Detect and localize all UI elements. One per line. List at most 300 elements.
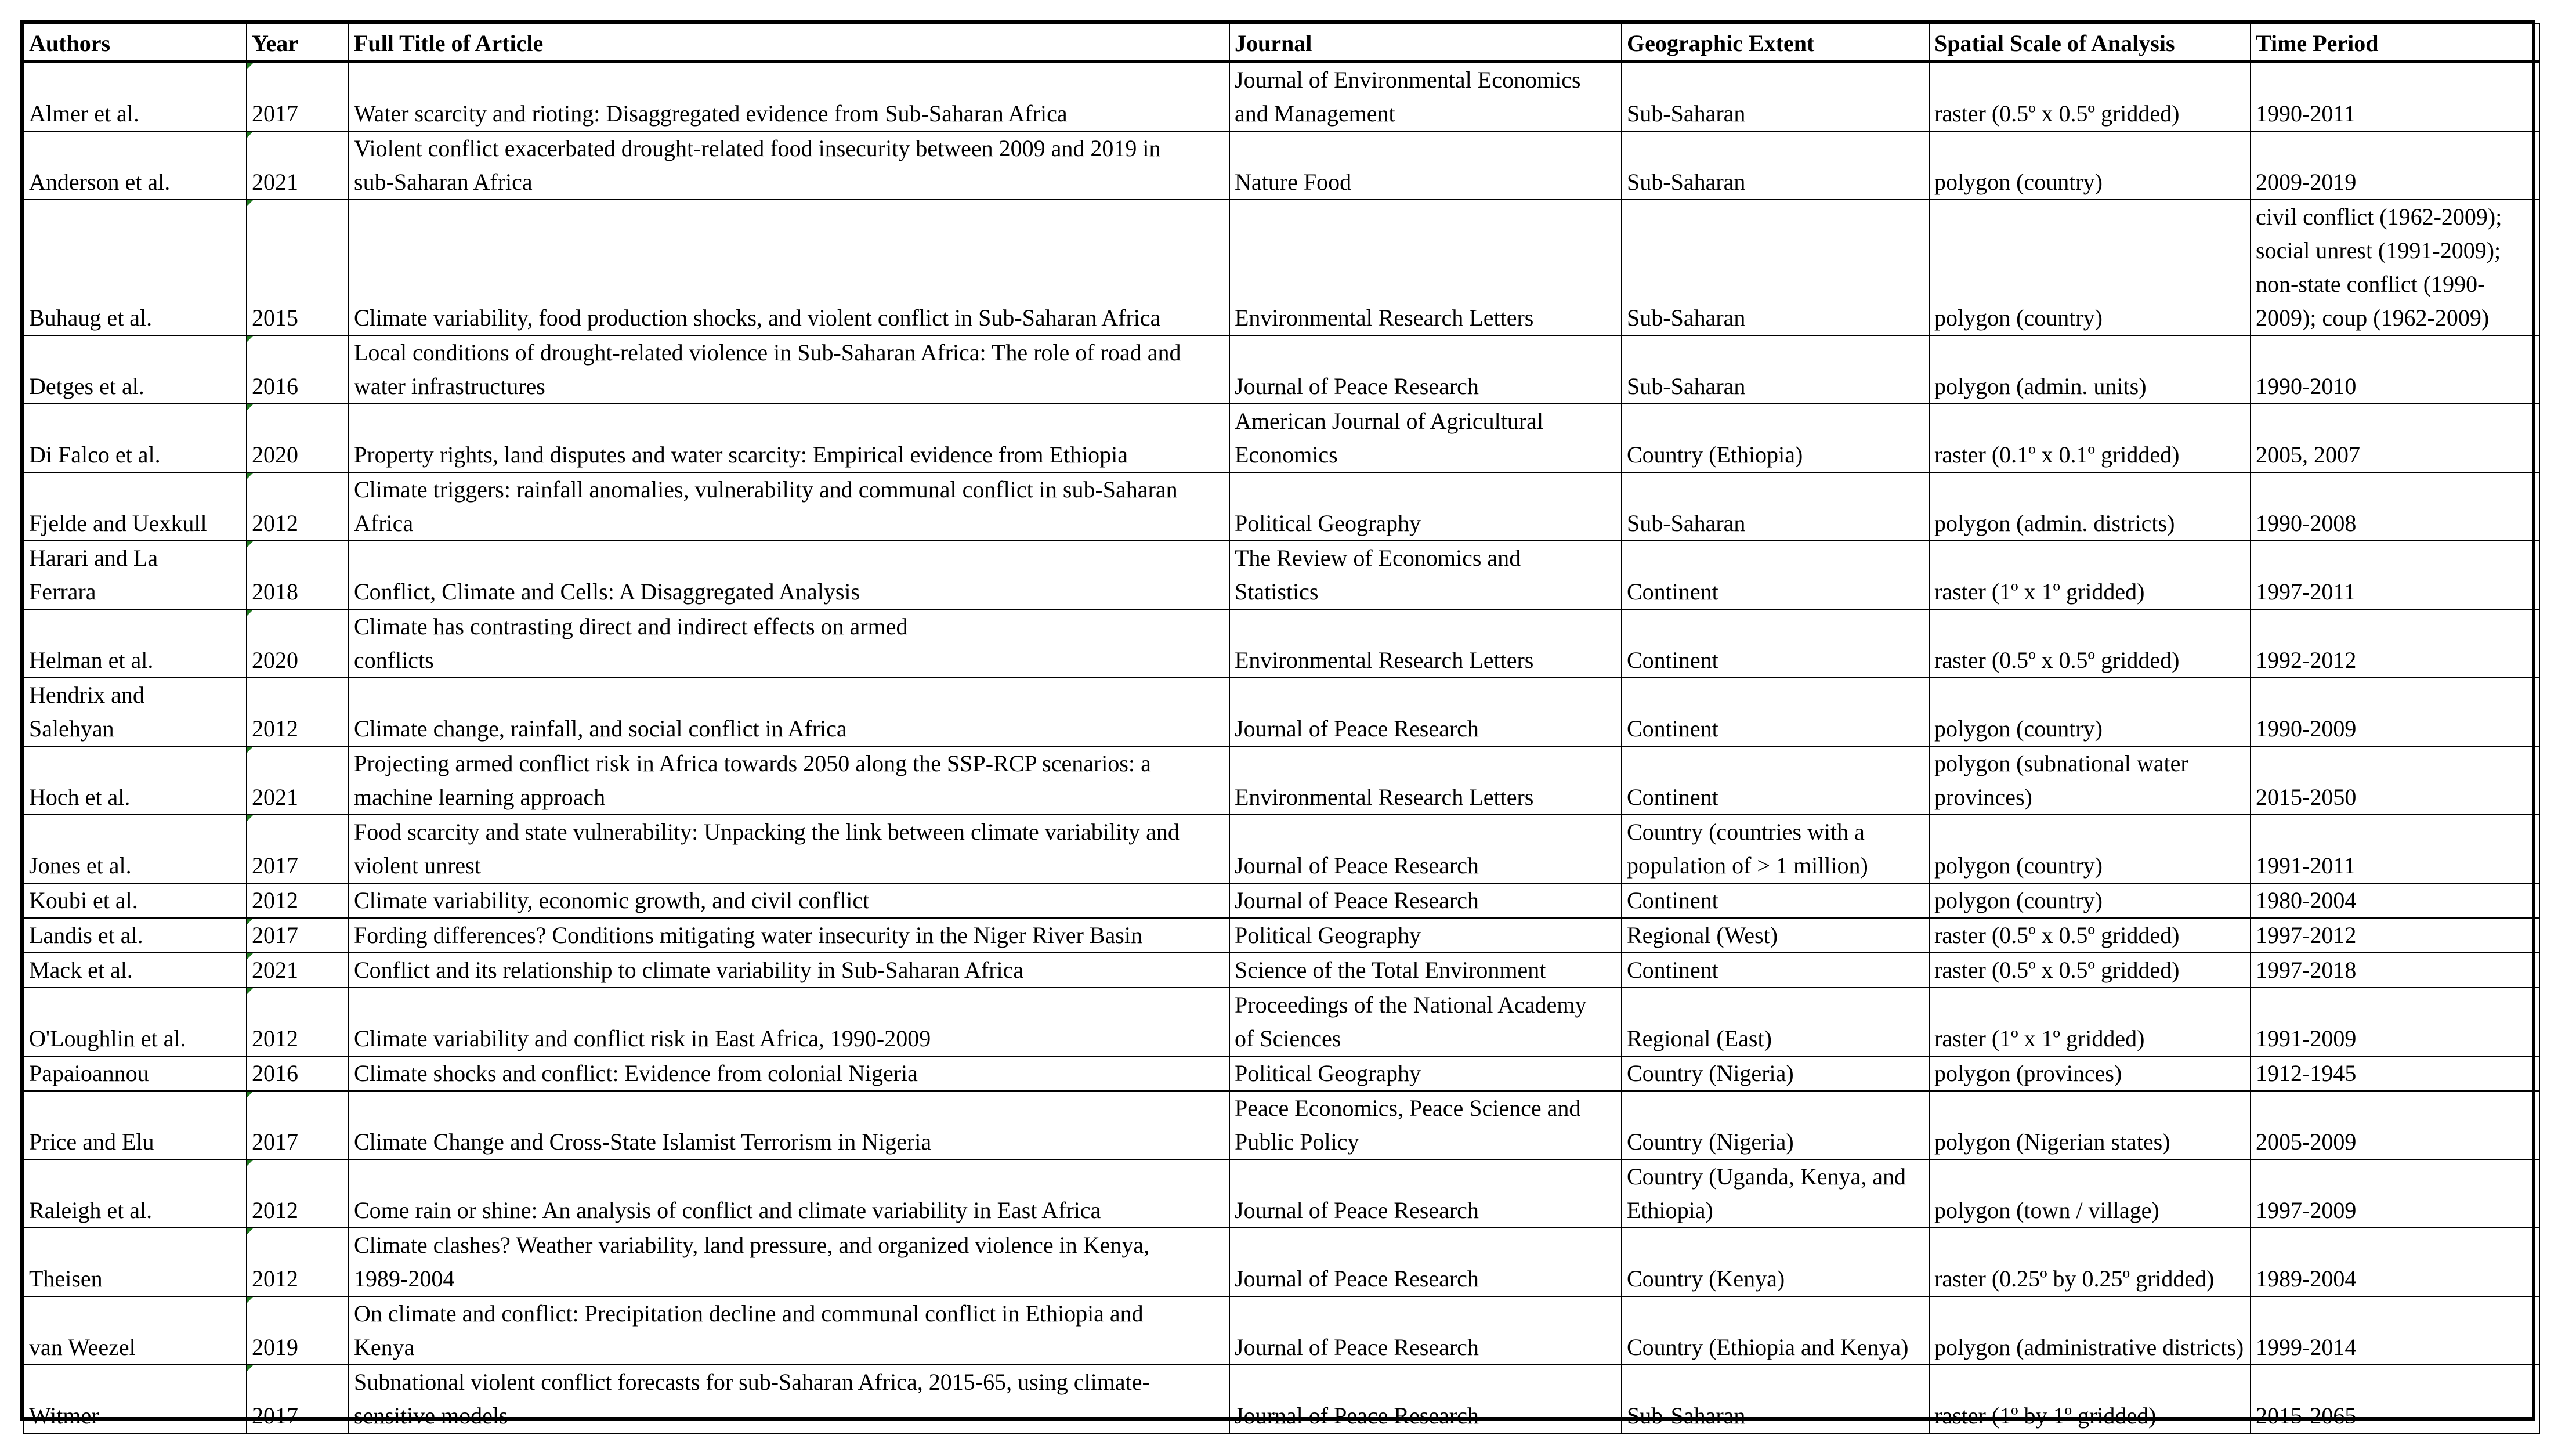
header-title[interactable]: Full Title of Article xyxy=(349,24,1229,62)
cell-title[interactable] xyxy=(349,678,1229,746)
cell-authors[interactable] xyxy=(24,1091,247,1159)
cell-journal[interactable] xyxy=(1229,1056,1622,1091)
cell-year[interactable] xyxy=(247,815,349,883)
cell-spatial-scale[interactable] xyxy=(1929,1091,2251,1159)
cell-time-period-text: 1990-2009 xyxy=(2256,715,2357,742)
cell-journal-text: Journal of Peace Research xyxy=(1235,373,1479,399)
cell-time-period[interactable] xyxy=(2251,62,2539,132)
cell-title-text: Climate shocks and conflict: Evidence from colonial Nigeria xyxy=(354,1060,918,1086)
cell-title-text: Subnational violent conflict forecasts for sub-Saharan Africa, 2015-65, using climate- sensitive models xyxy=(354,1369,1150,1429)
cell-title-text: Food scarcity and state vulnerability: Unpacking the link between climate variability and violent unrest xyxy=(354,819,1180,879)
cell-authors[interactable] xyxy=(24,609,247,678)
cell-geographic-extent-text: Country (Uganda, Kenya, and Ethiopia) xyxy=(1627,1163,1906,1223)
cell-journal-text: Journal of Peace Research xyxy=(1235,1197,1479,1223)
cell-spatial-scale[interactable] xyxy=(1929,678,2251,746)
cell-time-period-text: 2005-2009 xyxy=(2256,1129,2357,1155)
table-row xyxy=(24,609,2539,678)
cell-journal-text: Nature Food xyxy=(1235,169,1352,195)
cell-spatial-scale[interactable] xyxy=(1929,953,2251,988)
cell-year[interactable] xyxy=(247,1056,349,1091)
cell-title-text: Climate clashes? Weather variability, land pressure, and organized violence in Kenya, 1989-2004 xyxy=(354,1232,1150,1292)
cell-geographic-extent-text: Continent xyxy=(1627,715,1718,742)
cell-geographic-extent[interactable] xyxy=(1622,678,1929,746)
cell-year[interactable] xyxy=(247,1365,349,1433)
cell-spatial-scale-text: polygon (country) xyxy=(1934,715,2103,742)
cell-journal[interactable] xyxy=(1229,1296,1622,1365)
cell-time-period-text: 1991-2011 xyxy=(2256,852,2356,879)
cell-geographic-extent[interactable] xyxy=(1622,988,1929,1056)
cell-authors[interactable] xyxy=(24,1365,247,1433)
cell-title[interactable] xyxy=(349,472,1229,541)
cell-authors[interactable] xyxy=(24,678,247,746)
cell-authors[interactable] xyxy=(24,62,247,132)
cell-journal[interactable] xyxy=(1229,918,1622,953)
cell-journal[interactable] xyxy=(1229,62,1622,132)
cell-authors-text: Anderson et al. xyxy=(29,169,171,195)
cell-year[interactable] xyxy=(247,541,349,609)
cell-time-period[interactable] xyxy=(2251,472,2539,541)
header-year[interactable]: Year xyxy=(247,24,349,62)
cell-title-text: Projecting armed conflict risk in Africa towards 2050 along the SSP-RCP scenarios: a machine learning approach xyxy=(354,750,1151,810)
cell-year-text: 2017 xyxy=(252,922,298,948)
cell-title-text: Come rain or shine: An analysis of conflict and climate variability in East Africa xyxy=(354,1197,1101,1223)
cell-time-period-text: 1997-2012 xyxy=(2256,922,2357,948)
cell-title-text: Water scarcity and rioting: Disaggregated evidence from Sub-Saharan Africa xyxy=(354,100,1068,127)
cell-journal-text: Journal of Peace Research xyxy=(1235,887,1479,913)
cell-time-period[interactable] xyxy=(2251,815,2539,883)
cell-time-period-text: civil conflict (1962-2009); social unrest (1991-2009); non-state conflict (1990- 2009); coup (1962-2009) xyxy=(2256,204,2502,331)
cell-geographic-extent-text: Regional (East) xyxy=(1627,1025,1772,1051)
cell-time-period[interactable] xyxy=(2251,131,2539,200)
cell-spatial-scale-text: polygon (country) xyxy=(1934,169,2103,195)
cell-spatial-scale-text: polygon (town / village) xyxy=(1934,1197,2159,1223)
cell-time-period[interactable] xyxy=(2251,678,2539,746)
cell-time-period-text: 2009-2019 xyxy=(2256,169,2357,195)
cell-title[interactable] xyxy=(349,815,1229,883)
table-row xyxy=(24,883,2539,918)
cell-spatial-scale[interactable] xyxy=(1929,988,2251,1056)
cell-authors[interactable] xyxy=(24,746,247,815)
cell-authors[interactable] xyxy=(24,918,247,953)
cell-title[interactable] xyxy=(349,1091,1229,1159)
cell-year-text: 2016 xyxy=(252,1060,298,1086)
cell-authors-text: Almer et al. xyxy=(29,100,139,127)
cell-authors[interactable] xyxy=(24,335,247,404)
cell-spatial-scale[interactable] xyxy=(1929,1056,2251,1091)
cell-journal[interactable] xyxy=(1229,953,1622,988)
cell-spatial-scale-text: raster (0.25º by 0.25º gridded) xyxy=(1934,1266,2215,1292)
cell-journal-text: Proceedings of the National Academy of Sciences xyxy=(1235,992,1587,1051)
cell-title-text: Violent conflict exacerbated drought-related food insecurity between 2009 and 2019 in sub-Saharan Africa xyxy=(354,135,1161,195)
cell-authors-text: O'Loughlin et al. xyxy=(29,1025,186,1051)
cell-title-text: Climate Change and Cross-State Islamist Terrorism in Nigeria xyxy=(354,1129,932,1155)
cell-title-text: Conflict, Climate and Cells: A Disaggregated Analysis xyxy=(354,579,860,605)
cell-time-period[interactable] xyxy=(2251,609,2539,678)
cell-year[interactable] xyxy=(247,953,349,988)
cell-authors-text: Papaioannou xyxy=(29,1060,149,1086)
cell-geographic-extent-text: Continent xyxy=(1627,887,1718,913)
cell-spatial-scale[interactable] xyxy=(1929,335,2251,404)
cell-authors[interactable] xyxy=(24,883,247,918)
cell-spatial-scale-text: raster (0.5º x 0.5º gridded) xyxy=(1934,922,2180,948)
cell-title[interactable] xyxy=(349,1159,1229,1228)
table-row xyxy=(24,335,2539,404)
cell-time-period-text: 2005, 2007 xyxy=(2256,442,2360,468)
cell-authors-text: Detges et al. xyxy=(29,373,144,399)
cell-year[interactable] xyxy=(247,335,349,404)
cell-geographic-extent[interactable] xyxy=(1622,404,1929,472)
cell-geographic-extent-text: Continent xyxy=(1627,579,1718,605)
cell-geographic-extent[interactable] xyxy=(1622,883,1929,918)
cell-spatial-scale-text: raster (1º x 1º gridded) xyxy=(1934,579,2145,605)
cell-authors-text: Witmer xyxy=(29,1403,99,1429)
cell-year-text: 2012 xyxy=(252,1197,298,1223)
cell-authors[interactable] xyxy=(24,988,247,1056)
cell-title[interactable] xyxy=(349,404,1229,472)
cell-year[interactable] xyxy=(247,1091,349,1159)
cell-year[interactable] xyxy=(247,988,349,1056)
table-row xyxy=(24,1296,2539,1365)
cell-geographic-extent[interactable] xyxy=(1622,62,1929,132)
cell-geographic-extent[interactable] xyxy=(1622,953,1929,988)
cell-time-period-text: 1992-2012 xyxy=(2256,647,2357,673)
cell-time-period[interactable] xyxy=(2251,200,2539,335)
cell-time-period[interactable] xyxy=(2251,1228,2539,1296)
cell-title-text: Climate change, rainfall, and social conflict in Africa xyxy=(354,715,847,742)
cell-title-text: Climate variability, food production shocks, and violent conflict in Sub-Saharan Africa xyxy=(354,305,1161,331)
cell-authors[interactable] xyxy=(24,1159,247,1228)
cell-authors-text: Helman et al. xyxy=(29,647,154,673)
cell-title[interactable] xyxy=(349,746,1229,815)
cell-geographic-extent[interactable] xyxy=(1622,131,1929,200)
cell-spatial-scale[interactable] xyxy=(1929,131,2251,200)
cell-time-period-text: 2015-2050 xyxy=(2256,784,2357,810)
cell-spatial-scale-text: polygon (provinces) xyxy=(1934,1060,2122,1086)
cell-time-period[interactable] xyxy=(2251,988,2539,1056)
cell-time-period[interactable] xyxy=(2251,953,2539,988)
cell-geographic-extent[interactable] xyxy=(1622,609,1929,678)
cell-authors[interactable] xyxy=(24,1228,247,1296)
cell-time-period[interactable] xyxy=(2251,1091,2539,1159)
table-row xyxy=(24,1159,2539,1228)
cell-year-text: 2021 xyxy=(252,784,298,810)
cell-spatial-scale[interactable] xyxy=(1929,609,2251,678)
cell-spatial-scale-text: raster (1º by 1º gridded) xyxy=(1934,1403,2157,1429)
cell-authors[interactable] xyxy=(24,200,247,335)
cell-journal-text: Political Geography xyxy=(1235,1060,1421,1086)
cell-time-period[interactable] xyxy=(2251,746,2539,815)
cell-journal[interactable] xyxy=(1229,1365,1622,1433)
cell-time-period[interactable] xyxy=(2251,918,2539,953)
cell-journal[interactable] xyxy=(1229,131,1622,200)
cell-year[interactable] xyxy=(247,62,349,132)
cell-journal[interactable] xyxy=(1229,541,1622,609)
cell-journal[interactable] xyxy=(1229,988,1622,1056)
cell-year[interactable] xyxy=(247,472,349,541)
cell-spatial-scale-text: raster (0.1º x 0.1º gridded) xyxy=(1934,442,2180,468)
cell-journal[interactable] xyxy=(1229,746,1622,815)
cell-authors-text: Hoch et al. xyxy=(29,784,131,810)
cell-year-text: 2012 xyxy=(252,715,298,742)
cell-title[interactable] xyxy=(349,1296,1229,1365)
cell-geographic-extent-text: Continent xyxy=(1627,957,1718,983)
cell-geographic-extent-text: Country (Kenya) xyxy=(1627,1266,1785,1292)
cell-year-text: 2018 xyxy=(252,579,298,605)
cell-title[interactable] xyxy=(349,1228,1229,1296)
cell-time-period-text: 1990-2011 xyxy=(2256,100,2356,127)
cell-time-period-text: 2015-2065 xyxy=(2256,1403,2357,1429)
cell-geographic-extent-text: Country (Nigeria) xyxy=(1627,1060,1794,1086)
table-row xyxy=(24,918,2539,953)
cell-year-text: 2012 xyxy=(252,887,298,913)
cell-spatial-scale-text: raster (0.5º x 0.5º gridded) xyxy=(1934,100,2180,127)
cell-authors-text: Price and Elu xyxy=(29,1129,154,1155)
cell-geographic-extent-text: Sub-Saharan xyxy=(1627,305,1746,331)
cell-year[interactable] xyxy=(247,1159,349,1228)
cell-journal[interactable] xyxy=(1229,678,1622,746)
cell-journal[interactable] xyxy=(1229,1159,1622,1228)
cell-time-period[interactable] xyxy=(2251,1296,2539,1365)
cell-geographic-extent[interactable] xyxy=(1622,1365,1929,1433)
table-body xyxy=(24,62,2539,1434)
cell-journal[interactable] xyxy=(1229,335,1622,404)
cell-spatial-scale[interactable] xyxy=(1929,541,2251,609)
table-row xyxy=(24,62,2539,132)
cell-title[interactable] xyxy=(349,335,1229,404)
cell-spatial-scale-text: polygon (Nigerian states) xyxy=(1934,1129,2170,1155)
cell-journal[interactable] xyxy=(1229,1091,1622,1159)
cell-title-text: Fording differences? Conditions mitigating water insecurity in the Niger River Basin xyxy=(354,922,1142,948)
cell-time-period[interactable] xyxy=(2251,1056,2539,1091)
cell-authors[interactable] xyxy=(24,1296,247,1365)
table-row xyxy=(24,678,2539,746)
cell-journal-text: Environmental Research Letters xyxy=(1235,647,1534,673)
cell-year[interactable] xyxy=(247,404,349,472)
cell-authors-text: Buhaug et al. xyxy=(29,305,153,331)
cell-authors[interactable] xyxy=(24,472,247,541)
cell-title[interactable] xyxy=(349,62,1229,132)
cell-time-period-text: 1997-2011 xyxy=(2256,579,2356,605)
cell-spatial-scale-text: polygon (country) xyxy=(1934,887,2103,913)
cell-title-text: Climate has contrasting direct and indirect effects on armed conflicts xyxy=(354,613,908,673)
cell-journal-text: Political Geography xyxy=(1235,510,1421,536)
cell-journal[interactable] xyxy=(1229,883,1622,918)
spreadsheet-table xyxy=(20,20,2535,1429)
cell-spatial-scale[interactable] xyxy=(1929,472,2251,541)
cell-journal[interactable] xyxy=(1229,815,1622,883)
cell-title[interactable] xyxy=(349,200,1229,335)
cell-spatial-scale-text: raster (0.5º x 0.5º gridded) xyxy=(1934,957,2180,983)
table-row xyxy=(24,746,2539,815)
cell-authors-text: Koubi et al. xyxy=(29,887,138,913)
cell-geographic-extent-text: Continent xyxy=(1627,647,1718,673)
cell-spatial-scale[interactable] xyxy=(1929,815,2251,883)
cell-authors-text: Di Falco et al. xyxy=(29,442,161,468)
cell-year[interactable] xyxy=(247,883,349,918)
cell-spatial-scale-text: polygon (country) xyxy=(1934,305,2103,331)
cell-journal-text: The Review of Economics and Statistics xyxy=(1235,545,1521,605)
cell-year-text: 2021 xyxy=(252,169,298,195)
cell-journal-text: Political Geography xyxy=(1235,922,1421,948)
table-row xyxy=(24,815,2539,883)
cell-year-text: 2015 xyxy=(252,305,298,331)
cell-time-period[interactable] xyxy=(2251,335,2539,404)
cell-authors[interactable] xyxy=(24,815,247,883)
cell-title[interactable] xyxy=(349,918,1229,953)
cell-spatial-scale[interactable] xyxy=(1929,1159,2251,1228)
cell-title[interactable] xyxy=(349,988,1229,1056)
cell-spatial-scale[interactable] xyxy=(1929,918,2251,953)
cell-geographic-extent-text: Sub-Saharan xyxy=(1627,169,1746,195)
cell-geographic-extent[interactable] xyxy=(1622,1228,1929,1296)
cell-geographic-extent[interactable] xyxy=(1622,335,1929,404)
cell-journal[interactable] xyxy=(1229,472,1622,541)
cell-year-text: 2012 xyxy=(252,1266,298,1292)
cell-authors[interactable] xyxy=(24,404,247,472)
cell-geographic-extent-text: Continent xyxy=(1627,784,1718,810)
cell-geographic-extent-text: Sub-Saharan xyxy=(1627,100,1746,127)
cell-time-period-text: 1991-2009 xyxy=(2256,1025,2357,1051)
cell-authors-text: van Weezel xyxy=(29,1334,136,1360)
cell-spatial-scale[interactable] xyxy=(1929,404,2251,472)
header-spatial-scale[interactable]: Spatial Scale of Analysis xyxy=(1929,24,2251,62)
cell-time-period[interactable] xyxy=(2251,883,2539,918)
cell-geographic-extent[interactable] xyxy=(1622,472,1929,541)
cell-journal[interactable] xyxy=(1229,200,1622,335)
header-authors[interactable]: Authors xyxy=(24,24,247,62)
cell-title[interactable] xyxy=(349,541,1229,609)
cell-geographic-extent[interactable] xyxy=(1622,746,1929,815)
cell-journal-text: Environmental Research Letters xyxy=(1235,784,1534,810)
cell-year-text: 2012 xyxy=(252,510,298,536)
cell-journal-text: Journal of Peace Research xyxy=(1235,1403,1479,1429)
cell-geographic-extent[interactable] xyxy=(1622,1091,1929,1159)
cell-time-period[interactable] xyxy=(2251,1365,2539,1433)
cell-authors-text: Fjelde and Uexkull xyxy=(29,510,207,536)
cell-time-period-text: 1997-2009 xyxy=(2256,1197,2357,1223)
cell-title-text: Climate triggers: rainfall anomalies, vulnerability and communal conflict in sub-Saharan Africa xyxy=(354,476,1178,536)
cell-year[interactable] xyxy=(247,1228,349,1296)
table-row xyxy=(24,1091,2539,1159)
cell-spatial-scale-text: polygon (subnational water provinces) xyxy=(1934,750,2188,810)
cell-authors[interactable] xyxy=(24,131,247,200)
cell-geographic-extent[interactable] xyxy=(1622,918,1929,953)
cell-time-period[interactable] xyxy=(2251,541,2539,609)
cell-journal-text: Journal of Environmental Economics and Management xyxy=(1235,67,1581,127)
cell-journal[interactable] xyxy=(1229,404,1622,472)
cell-title-text: Conflict and its relationship to climate variability in Sub-Saharan Africa xyxy=(354,957,1024,983)
cell-geographic-extent-text: Regional (West) xyxy=(1627,922,1778,948)
cell-time-period-text: 1980-2004 xyxy=(2256,887,2357,913)
cell-title[interactable] xyxy=(349,883,1229,918)
cell-time-period[interactable] xyxy=(2251,404,2539,472)
cell-geographic-extent[interactable] xyxy=(1622,1056,1929,1091)
cell-geographic-extent-text: Sub-Saharan xyxy=(1627,510,1746,536)
cell-spatial-scale[interactable] xyxy=(1929,62,2251,132)
cell-authors[interactable] xyxy=(24,953,247,988)
cell-authors[interactable] xyxy=(24,1056,247,1091)
table-row xyxy=(24,1056,2539,1091)
cell-year[interactable] xyxy=(247,200,349,335)
cell-spatial-scale[interactable] xyxy=(1929,746,2251,815)
cell-spatial-scale-text: polygon (admin. units) xyxy=(1934,373,2147,399)
header-time-period[interactable]: Time Period xyxy=(2251,24,2539,62)
cell-spatial-scale-text: raster (0.5º x 0.5º gridded) xyxy=(1934,647,2180,673)
table-row xyxy=(24,1228,2539,1296)
cell-title-text: Property rights, land disputes and water scarcity: Empirical evidence from Ethiopia xyxy=(354,442,1128,468)
cell-title-text: Climate variability and conflict risk in East Africa, 1990-2009 xyxy=(354,1025,931,1051)
cell-authors[interactable] xyxy=(24,541,247,609)
cell-spatial-scale-text: polygon (admin. districts) xyxy=(1934,510,2175,536)
header-journal[interactable]: Journal xyxy=(1229,24,1622,62)
cell-year[interactable] xyxy=(247,918,349,953)
cell-geographic-extent-text: Country (Nigeria) xyxy=(1627,1129,1794,1155)
cell-title[interactable] xyxy=(349,1056,1229,1091)
header-row xyxy=(24,24,2539,62)
cell-year-text: 2021 xyxy=(252,957,298,983)
cell-journal-text: Peace Economics, Peace Science and Public Policy xyxy=(1235,1095,1581,1155)
cell-year-text: 2017 xyxy=(252,1403,298,1429)
cell-title[interactable] xyxy=(349,953,1229,988)
cell-spatial-scale-text: raster (1º x 1º gridded) xyxy=(1934,1025,2145,1051)
cell-journal-text: American Journal of Agricultural Economics xyxy=(1235,408,1544,468)
cell-year[interactable] xyxy=(247,678,349,746)
cell-geographic-extent[interactable] xyxy=(1622,200,1929,335)
cell-year[interactable] xyxy=(247,609,349,678)
cell-spatial-scale[interactable] xyxy=(1929,1228,2251,1296)
cell-year[interactable] xyxy=(247,1296,349,1365)
cell-spatial-scale[interactable] xyxy=(1929,883,2251,918)
cell-geographic-extent-text: Sub-Saharan xyxy=(1627,373,1746,399)
table-row xyxy=(24,404,2539,472)
table-row xyxy=(24,472,2539,541)
cell-geographic-extent[interactable] xyxy=(1622,815,1929,883)
cell-year-text: 2020 xyxy=(252,442,298,468)
cell-journal[interactable] xyxy=(1229,609,1622,678)
header-geographic-extent[interactable]: Geographic Extent xyxy=(1622,24,1929,62)
cell-geographic-extent[interactable] xyxy=(1622,1296,1929,1365)
cell-year[interactable] xyxy=(247,131,349,200)
cell-year-text: 2019 xyxy=(252,1334,298,1360)
cell-title[interactable] xyxy=(349,609,1229,678)
cell-geographic-extent-text: Country (Ethiopia and Kenya) xyxy=(1627,1334,1909,1360)
cell-spatial-scale[interactable] xyxy=(1929,200,2251,335)
cell-time-period-text: 1990-2010 xyxy=(2256,373,2357,399)
cell-year-text: 2020 xyxy=(252,647,298,673)
cell-spatial-scale-text: polygon (administrative districts) xyxy=(1934,1334,2244,1360)
cell-year-text: 2017 xyxy=(252,1129,298,1155)
cell-title-text: On climate and conflict: Precipitation decline and communal conflict in Ethiopia and Kenya xyxy=(354,1300,1144,1360)
cell-geographic-extent[interactable] xyxy=(1622,1159,1929,1228)
cell-year-text: 2012 xyxy=(252,1025,298,1051)
cell-title[interactable] xyxy=(349,131,1229,200)
cell-year[interactable] xyxy=(247,746,349,815)
cell-journal-text: Journal of Peace Research xyxy=(1235,715,1479,742)
cell-geographic-extent-text: Country (Ethiopia) xyxy=(1627,442,1803,468)
cell-journal[interactable] xyxy=(1229,1228,1622,1296)
cell-spatial-scale[interactable] xyxy=(1929,1296,2251,1365)
table-row xyxy=(24,200,2539,335)
cell-geographic-extent[interactable] xyxy=(1622,541,1929,609)
table-row xyxy=(24,541,2539,609)
cell-time-period-text: 1997-2018 xyxy=(2256,957,2357,983)
cell-time-period[interactable] xyxy=(2251,1159,2539,1228)
cell-spatial-scale[interactable] xyxy=(1929,1365,2251,1433)
cell-journal-text: Science of the Total Environment xyxy=(1235,957,1546,983)
cell-title[interactable] xyxy=(349,1365,1229,1433)
cell-geographic-extent-text: Country (countries with a population of > 1 million) xyxy=(1627,819,1868,879)
cell-journal-text: Journal of Peace Research xyxy=(1235,1334,1479,1360)
